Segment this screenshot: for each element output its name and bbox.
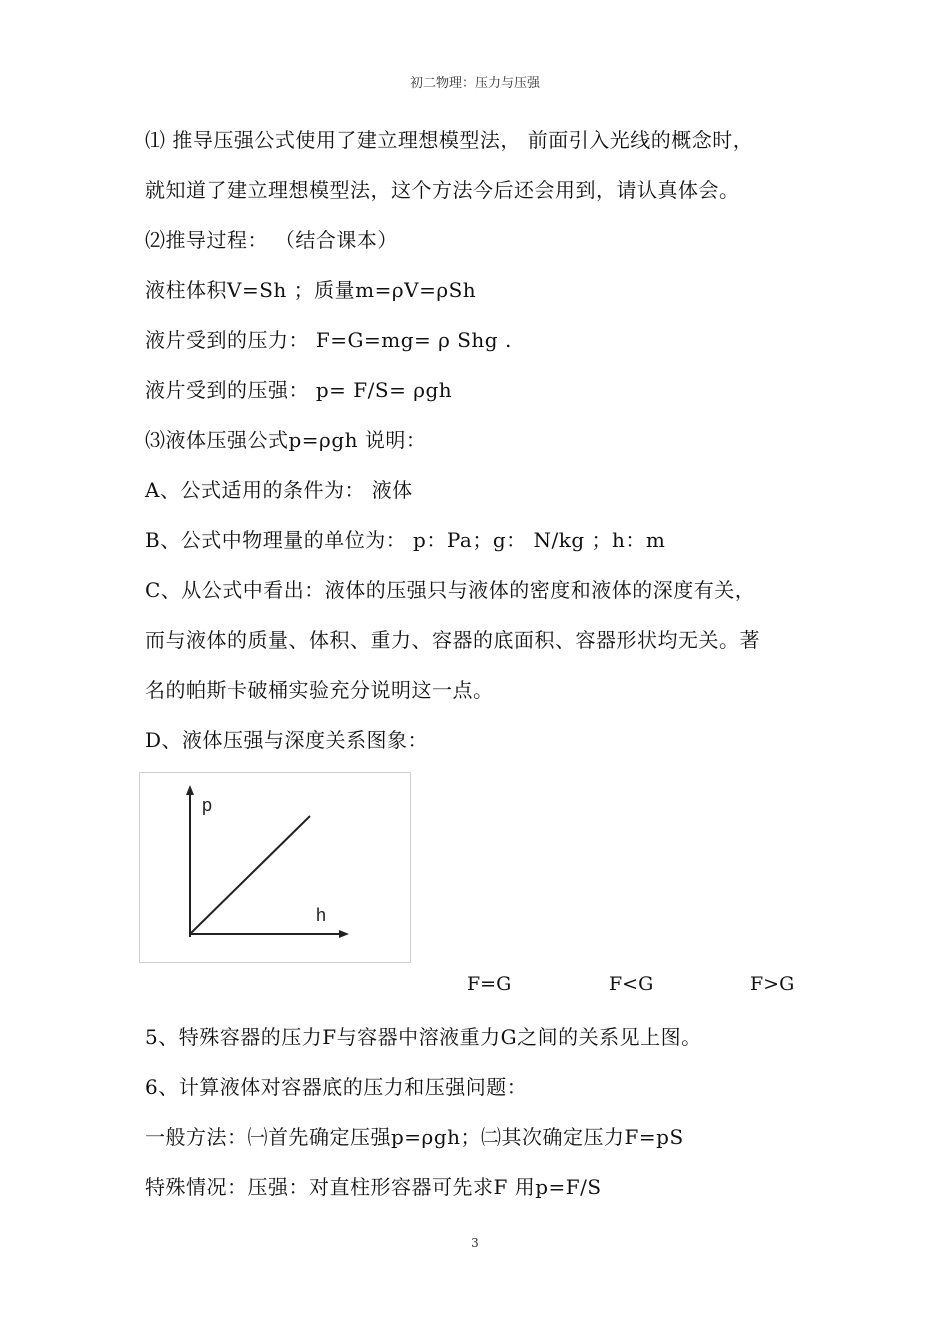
text-line: ⑴ 推导压强公式使用了建立理想模型法， 前面引入光线的概念时， xyxy=(145,128,754,152)
text-line: 液片受到的压力： F=G=mg= ρ Shg . xyxy=(145,328,512,352)
text-line: 6、计算液体对容器底的压力和压强问题： xyxy=(145,1075,528,1099)
page-number: 3 xyxy=(471,1236,479,1250)
page-header: 初二物理：压力与压强 xyxy=(409,76,540,91)
text-line: ⑵推导过程： （结合课本） xyxy=(145,228,398,252)
case-label-greater: F>G xyxy=(750,973,795,995)
y-axis-label: p xyxy=(202,795,213,815)
text-line: 名的帕斯卡破桶实验充分说明这一点。 xyxy=(145,678,494,702)
series-line xyxy=(190,816,310,934)
text-line: 而与液体的质量、体积、重力、容器的底面积、容器形状均无关。著 xyxy=(145,628,760,652)
text-line: 特殊情况：压强：对直柱形容器可先求F 用p=F/S xyxy=(145,1175,602,1199)
text-line: D、液体压强与深度关系图象： xyxy=(145,728,429,752)
text-line: C、从公式中看出：液体的压强只与液体的密度和液体的深度有关， xyxy=(145,578,756,602)
text-line: B、公式中物理量的单位为： p：Pa；g： N/kg ；h：m xyxy=(145,528,666,552)
pressure-depth-graph xyxy=(139,772,411,963)
text-line: A、公式适用的条件为： 液体 xyxy=(145,478,413,502)
text-line: 液柱体积V=Sh ；质量m=ρV=ρSh xyxy=(145,278,477,302)
case-label-equal: F=G xyxy=(467,973,512,995)
text-line: 一般方法：㈠首先确定压强p=ρgh；㈡其次确定压力F=pS xyxy=(145,1125,684,1149)
text-line: 液片受到的压强： p= F/S= ρgh xyxy=(145,378,453,402)
x-axis-arrow xyxy=(339,930,349,938)
x-axis-label: h xyxy=(316,905,327,925)
text-line: 就知道了建立理想模型法，这个方法今后还会用到，请认真体会。 xyxy=(145,178,740,202)
text-line: 5、特殊容器的压力F与容器中溶液重力G之间的关系见上图。 xyxy=(145,1025,702,1049)
case-label-less: F<G xyxy=(609,973,654,995)
y-axis-arrow xyxy=(186,785,194,795)
text-line: ⑶液体压强公式p=ρgh 说明： xyxy=(145,428,427,452)
